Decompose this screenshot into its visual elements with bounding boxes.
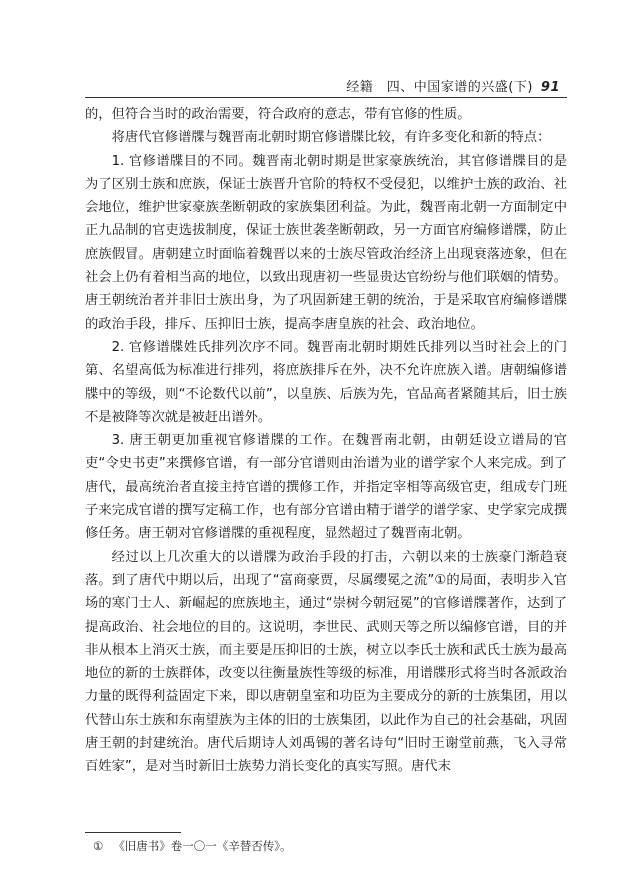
footnote-text: 《旧唐书》卷一〇一《辛替否传》。: [113, 839, 292, 853]
paragraph: 将唐代官修谱牒与魏晋南北朝时期官修谱牒比较，有许多变化和新的特点：: [111, 130, 551, 146]
page-number: 91: [540, 80, 560, 95]
running-header: [346, 76, 560, 95]
paragraph: 1. 官修谱牒目的不同。魏晋南北朝时期是世家豪族统治，其官修谱牒目的是为了区别士族和庶族，保证士族晋升官阶的特权不受侵犯，以维护士族的政治、社会地位，维护世家豪族垄断朝政的家族集团利益。为此，魏晋南北朝一方面制定中正九品制的官吏选拔制度，保证士族世袭垄断朝政，另一方面官府编修谱牒，防止庶族假冒。唐朝建立时面临着魏晋以来的士族尽管政治经济上出现衰落迹象，但在社会上仍有着相当高的地位，以致出现唐初一些显贵达官纷纷与他们联姻的情势。唐王朝统治者并非旧士族出身，为了巩固新建王朝的统治，于是采取官府编修谱牒的政治手段，排斥、压抑旧士族，提高李唐皇族的社会、政治地位。: [85, 153, 567, 332]
header-rule: [85, 97, 567, 98]
footnote: [93, 838, 292, 854]
footnote-mark: ①: [93, 839, 104, 853]
body-text: [85, 103, 567, 779]
paragraph: 的，但符合当时的政治需要，符合政府的意志，带有官修的性质。: [85, 107, 471, 122]
paragraph: 2. 官修谱牒姓氏排列次序不同。魏晋南北朝时期姓氏排列以当时社会上的门第、名望高低为标准进行排列，将庶族排斥在外，决不允许庶族入谱。唐朝编修谱牒中的等级，则“不论数代以前”，以皇族、后族为先，官品高者紧随其后，旧士族不是被降等次就是被赶出谱外。: [85, 339, 567, 425]
running-title: 经籍 四、中国家谱的兴盛(下): [346, 80, 533, 95]
paragraph: 3. 唐王朝更加重视官修谱牒的工作。在魏晋南北朝，由朝廷设立谱局的官吏“令史书吏”来撰修官谱，有一部分官谱则由治谱为业的谱学家个人来完成。到了唐代，最高统治者直接主持官谱的撰修工作，并指定宰相等高级官吏，组成专门班子来完成官谱的撰写定稿工作，也有部分官谱由精于谱学的谱学家、史学家完成撰修任务。唐王朝对官修谱牒的重视程度，显然超过了魏晋南北朝。: [85, 433, 567, 542]
paragraph: 经过以上几次重大的以谱牒为政治手段的打击，六朝以来的士族豪门渐趋衰落。到了唐代中期以后，出现了“富商豪贾，尽属缨冕之流”①的局面，表明步入官场的寒门士人、新崛起的庶族地主，通过“崇树今朝冠冕”的官修谱牒著作，达到了提高政治、社会地位的目的。这说明，李世民、武则天等之所以编修官谱，目的并非从根本上消灭士族，而主要是压抑旧的士族，树立以李氏士族和武氏士族为最高地位的新的士族群体，改变以往衡量族性等级的标准，用谱牒形式将当时各派政治力量的既得利益固定下来，即以唐朝皇室和功臣为主要成分的新的士族集团，用以代替山东士族和东南望族为主体的旧的士族集团，以此作为自己的社会基础，巩固唐王朝的封建统治。唐代后期诗人刘禹锡的著名诗句“旧时王谢堂前燕，飞入寻常百姓家”，是对当时新旧士族势力消长变化的真实写照。唐代末: [85, 549, 567, 775]
footnote-rule: [85, 832, 181, 833]
